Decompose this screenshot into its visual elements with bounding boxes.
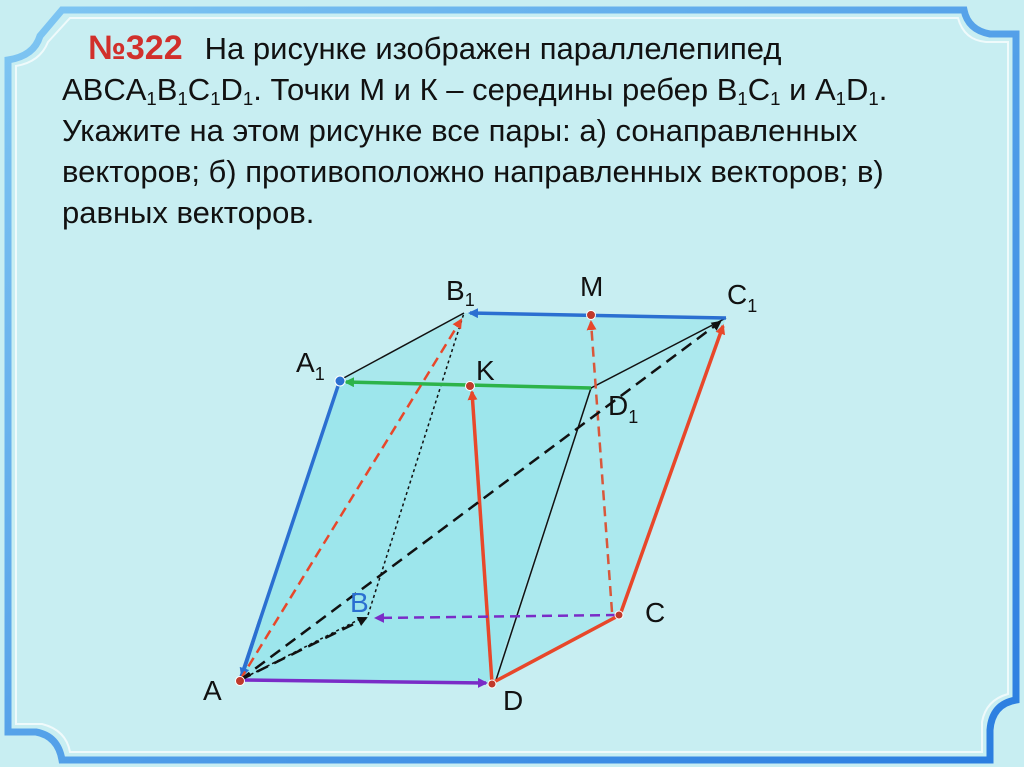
point-C (615, 611, 623, 619)
problem-subscript: 1 (242, 88, 254, 109)
problem-subscript: 1 (770, 88, 781, 109)
label-D1: $D_1$ (608, 390, 639, 427)
label-C: C (645, 597, 666, 628)
problem-number: №322 (88, 29, 183, 67)
label-M: M (580, 271, 604, 302)
problem-subscript: 1 (146, 88, 157, 109)
point-A (236, 677, 245, 686)
label-K: K (476, 355, 495, 386)
problem-subscript: 1 (737, 88, 748, 109)
problem-text-segment: . (878, 72, 888, 107)
problem-text-segment: ABCA (62, 72, 147, 107)
problem-text-segment: и A (780, 72, 836, 107)
problem-text-segment: D (846, 72, 869, 107)
problem-subscript: 1 (177, 88, 188, 109)
problem-text-segment: C (187, 72, 211, 107)
point-M (587, 311, 596, 320)
problem-subscript: 1 (868, 88, 879, 109)
problem-text-segment: векторов; б) противоположно направленных векторов; в) (62, 154, 884, 189)
problem-subscript: 1 (835, 88, 847, 109)
label-B1: $B_1$ (446, 275, 475, 310)
label-D: D (503, 685, 524, 716)
label-A: A (203, 675, 222, 706)
problem-text-segment: Укажите на этом рисунке все пары: а) сонаправленных (62, 113, 858, 148)
problem-text-segment: . Точки М и К – середины ребер B (253, 72, 738, 107)
point-A1 (335, 376, 345, 386)
point-K (466, 382, 475, 391)
problem-text-segment: На рисунке изображен параллелепипед (204, 31, 782, 66)
problem-text-segment: C (747, 72, 771, 107)
problem-text-segment: равных векторов. (62, 195, 315, 230)
problem-text-segment: B (156, 72, 178, 107)
label-A1: $A_1$ (296, 347, 325, 384)
label-B: B (350, 587, 369, 618)
problem-subscript: 1 (210, 88, 221, 109)
label-C1: $C_1$ (727, 279, 758, 316)
point-D (488, 680, 496, 688)
problem-text-segment: D (220, 72, 243, 107)
